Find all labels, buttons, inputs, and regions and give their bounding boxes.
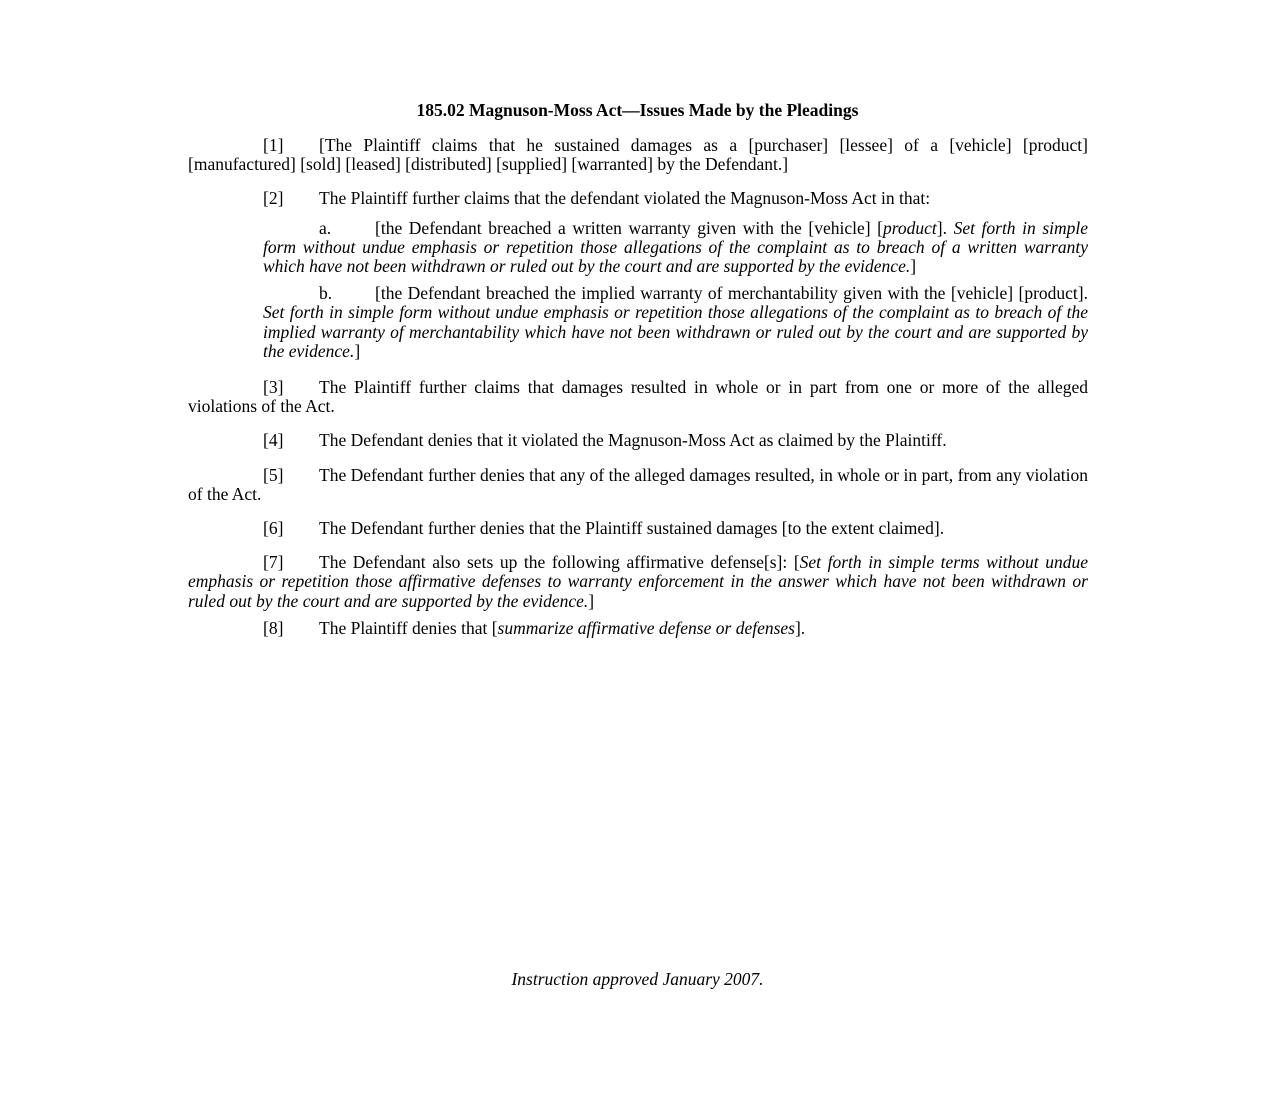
- paragraph-1: [188, 136, 1088, 174]
- text-run: The Defendant also sets up the following affirmative defense[s]: [: [319, 552, 800, 573]
- text-run: The Defendant further denies that any of the alleged damages resulted, in whole or in part, from any violation of the Act.: [188, 464, 1088, 504]
- subparagraph-a: [263, 219, 1088, 277]
- paragraph-text: [188, 135, 1088, 174]
- document-body: [188, 136, 1088, 653]
- paragraph-text: [319, 618, 805, 638]
- italic-text-run: summarize affirmative defense or defenses: [497, 617, 795, 638]
- paragraph-8: [188, 619, 1088, 638]
- paragraph-number: [2]: [263, 188, 284, 209]
- subparagraph-text: [263, 283, 1088, 361]
- italic-text-run: product: [882, 217, 937, 238]
- paragraph-text: [319, 518, 944, 538]
- text-run: ]: [910, 256, 917, 277]
- paragraph-number: [6]: [263, 518, 284, 539]
- text-run: ].: [936, 217, 954, 238]
- paragraph-5: [188, 466, 1088, 504]
- text-run: ]: [354, 340, 361, 361]
- paragraph-6: [188, 519, 1088, 538]
- paragraph-text: [188, 377, 1088, 416]
- paragraph-text: [188, 552, 1088, 610]
- paragraph-7: [188, 553, 1088, 611]
- text-run: [The Plaintiff claims that he sustained damages as a [purchaser] [lessee] of a [vehicle] [product] [manufactured] [sold] [leased] [distributed] [supplied] [warranted] by the Defendant.]: [188, 135, 1088, 175]
- subparagraph-b: [263, 284, 1088, 361]
- text-run: The Defendant further denies that the Plaintiff sustained damages [to the extent claimed].: [319, 518, 945, 539]
- text-run: ].: [794, 617, 806, 638]
- text-run: The Plaintiff further claims that damages resulted in whole or in part from one or more of the alleged violations of the Act.: [188, 377, 1088, 417]
- text-run: ]: [588, 590, 595, 611]
- text-run: [the Defendant breached a written warranty given with the [vehicle] [: [375, 217, 883, 238]
- paragraph-4: [188, 431, 1088, 450]
- text-run: The Plaintiff further claims that the defendant violated the Magnuson-Moss Act in that:: [319, 188, 931, 209]
- paragraph-2: [188, 189, 1088, 208]
- italic-text-run: Set forth in simple terms without undue emphasis or repetition those affirmative defenses to warranty enforcement in the answer which have not been withdrawn or ruled out by the court and are supported by the evidence.: [188, 552, 1088, 611]
- paragraph-number: [8]: [263, 617, 284, 638]
- paragraph-number: [3]: [263, 377, 284, 398]
- document-title: 185.02 Magnuson-Moss Act—Issues Made by the Pleadings: [416, 100, 859, 120]
- paragraph-text: [188, 465, 1088, 504]
- approval-footer: Instruction approved January 2007.: [511, 969, 764, 989]
- paragraph-number: [1]: [263, 135, 284, 155]
- paragraph-text: [319, 430, 947, 450]
- text-run: The Defendant denies that it violated the Magnuson-Moss Act as claimed by the Plaintiff.: [319, 430, 947, 451]
- paragraph-3: [188, 378, 1088, 416]
- subparagraph-letter: b.: [319, 283, 333, 304]
- italic-text-run: Set forth in simple form without undue emphasis or repetition those allegations of the complaint as to breach of the implied warranty of merchantability which have not been withdrawn or ruled out by the court and are supported by the evidence.: [263, 302, 1088, 361]
- text-run: [the Defendant breached the implied warranty of merchantability given with the [vehicle] [product].: [375, 283, 1088, 304]
- subparagraph-letter: a.: [319, 217, 332, 238]
- paragraph-text: [319, 188, 930, 208]
- paragraph-number: [4]: [263, 430, 284, 451]
- subparagraph-text: [263, 218, 1088, 276]
- text-run: The Plaintiff denies that [: [319, 617, 498, 638]
- paragraph-number: [7]: [263, 552, 284, 573]
- paragraph-number: [5]: [263, 464, 284, 485]
- italic-text-run: Set forth in simple form without undue emphasis or repetition those allegations of the complaint as to breach of a written warranty which have not been withdrawn or ruled out by the court and are supported by the evidence.: [263, 217, 1089, 277]
